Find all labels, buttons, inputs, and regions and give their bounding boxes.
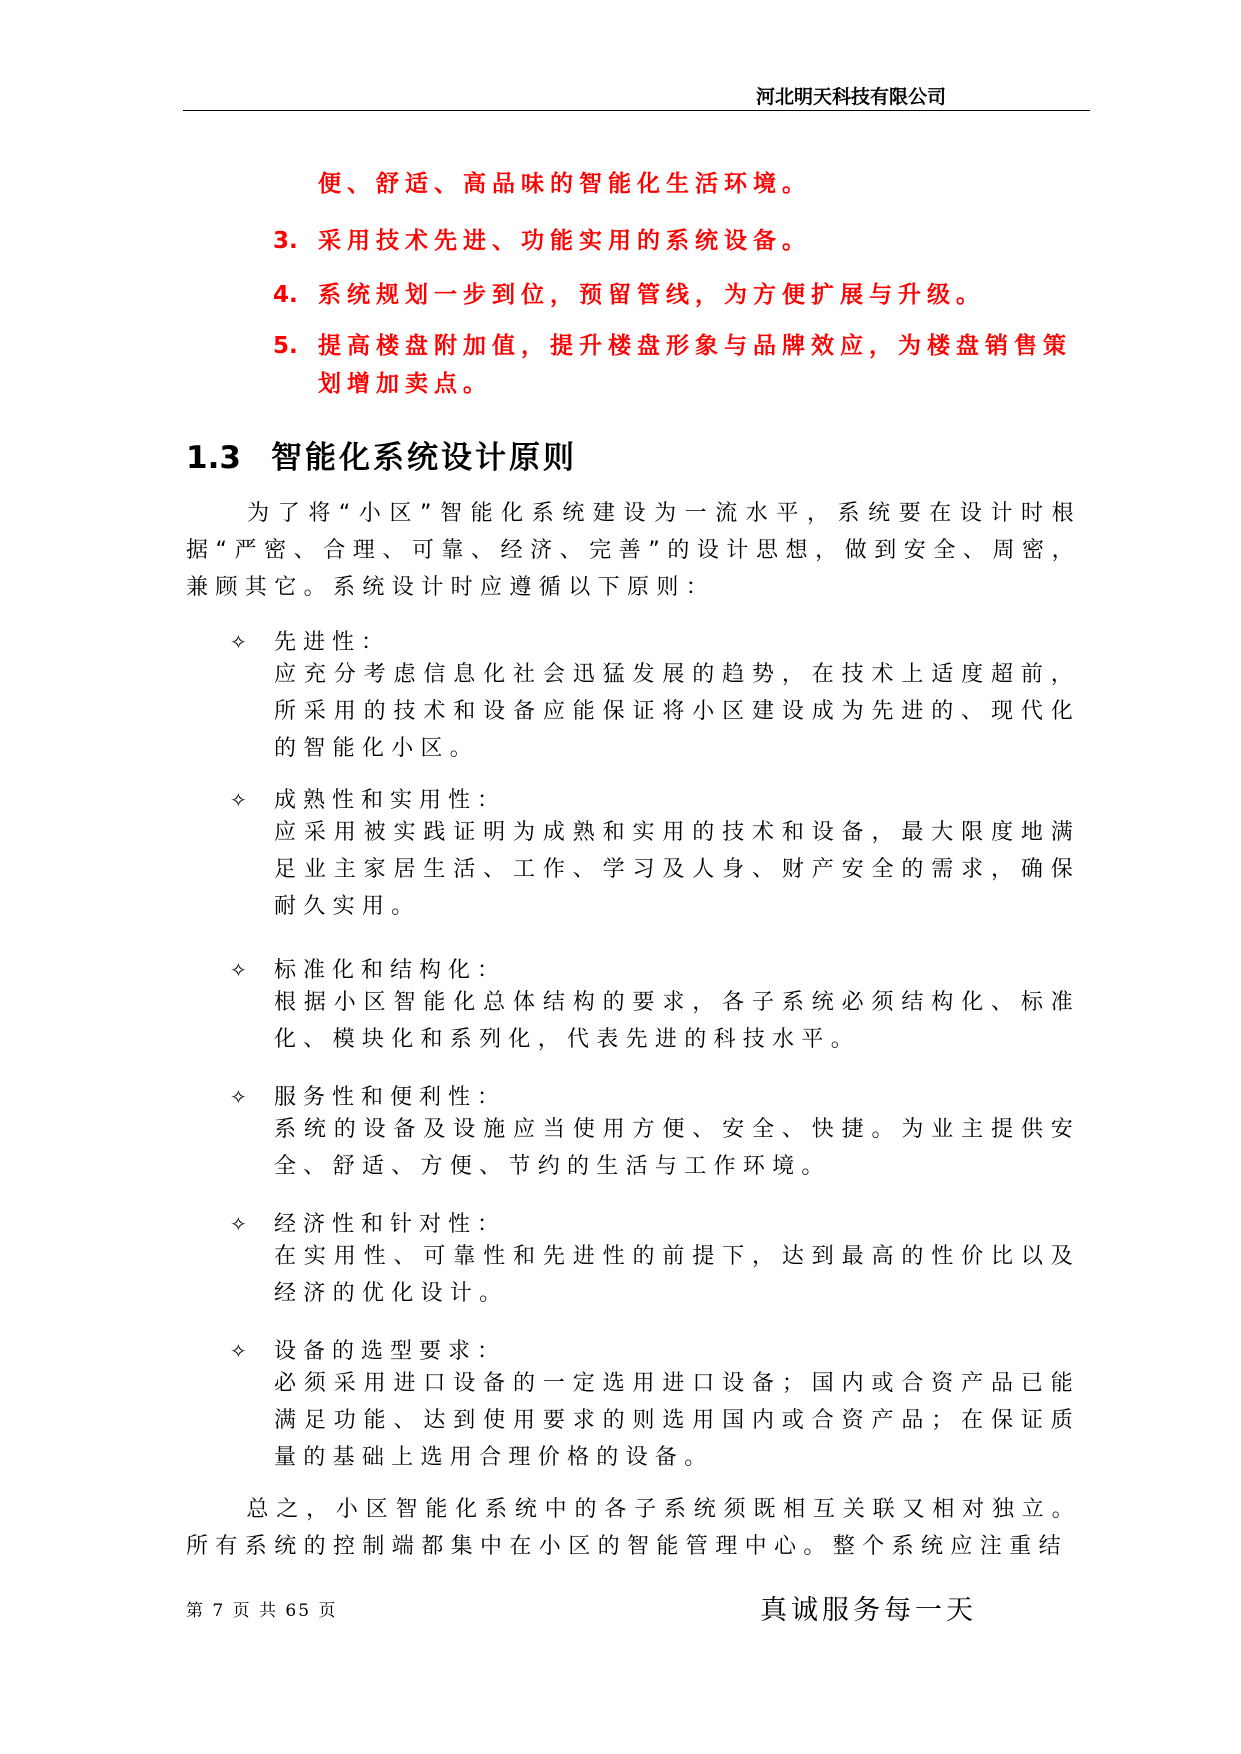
summary-paragraph — [186, 1491, 1081, 1565]
item-number: 4. — [273, 282, 298, 308]
footer-slogan: 真诚服务每一天 — [760, 1595, 977, 1626]
red-list-item-5 — [273, 327, 1072, 360]
section-title: 智能化系统设计原则 — [271, 440, 577, 476]
principle-body-2: 应采用被实践证明为成熟和实用的技术和设备，最大限度地满足业主家居生活、工作、学习及人身、财产安全的需求，确保耐久实用。 — [274, 820, 1080, 919]
intro-paragraph — [186, 495, 1081, 606]
principle-heading-1: ✧ 先进性： — [230, 630, 391, 655]
red-list-continuation: 便、舒适、高品味的智能化生活环境。 — [318, 171, 811, 197]
diamond-bullet-icon: ✧ — [230, 630, 247, 654]
diamond-bullet-icon: ✧ — [230, 1339, 247, 1363]
diamond-bullet-icon: ✧ — [230, 958, 247, 982]
principle-heading-5: ✧ 经济性和针对性： — [230, 1212, 507, 1237]
red-list-item-5-continuation: 划增加卖点。 — [318, 371, 492, 397]
principle-body-3: 根据小区智能化总体结构的要求，各子系统必须结构化、标准化、模块化和系列化，代表先进的科技水平。 — [274, 990, 1080, 1052]
section-number: 1.3 — [186, 440, 241, 476]
red-list-item-3 — [273, 222, 811, 255]
item-number: 3. — [273, 228, 298, 254]
principle-body-6: 必须采用进口设备的一定选用进口设备；国内或合资产品已能满足功能、达到使用要求的则选用国内或合资产品；在保证质量的基础上选用合理价格的设备。 — [274, 1371, 1080, 1470]
item-text: 提高楼盘附加值，提升楼盘形象与品牌效应，为楼盘销售策 — [318, 333, 1072, 359]
intro-text: 为了将“小区”智能化系统建设为一流水平，系统要在设计时根据“严密、合理、可靠、经济、完善”的设计思想，做到安全、周密，兼顾其它。系统设计时应遵循以下原则： — [186, 501, 1081, 600]
diamond-bullet-icon: ✧ — [230, 1212, 247, 1236]
item-number: 5. — [273, 333, 298, 359]
principle-heading-2: ✧ 成熟性和实用性： — [230, 788, 507, 813]
summary-text: 总之，小区智能化系统中的各子系统须既相互关联又相对独立。所有系统的控制端都集中在小区的智能管理中心。整个系统应注重结 — [186, 1497, 1081, 1559]
item-text: 系统规划一步到位，预留管线，为方便扩展与升级。 — [318, 282, 985, 308]
page-number: 第 7 页 共 65 页 — [186, 1601, 338, 1621]
principle-body-5: 在实用性、可靠性和先进性的前提下，达到最高的性价比以及经济的优化设计。 — [274, 1244, 1080, 1306]
principle-body-4: 系统的设备及设施应当使用方便、安全、快捷。为业主提供安全、舒适、方便、节约的生活与工作环境。 — [274, 1117, 1080, 1179]
header-company-name: 河北明天科技有限公司 — [755, 86, 946, 108]
item-text: 采用技术先进、功能实用的系统设备。 — [318, 228, 811, 254]
section-heading — [186, 432, 577, 477]
principle-heading-4: ✧ 服务性和便利性： — [230, 1085, 507, 1110]
principle-heading-6: ✧ 设备的选型要求： — [230, 1339, 507, 1364]
principle-heading-3: ✧ 标准化和结构化： — [230, 958, 507, 983]
red-list-item-4 — [273, 276, 985, 309]
header-rule — [183, 110, 1090, 111]
diamond-bullet-icon: ✧ — [230, 788, 247, 812]
principle-body-1: 应充分考虑信息化社会迅猛发展的趋势，在技术上适度超前，所采用的技术和设备应能保证将小区建设成为先进的、现代化的智能化小区。 — [274, 662, 1080, 761]
diamond-bullet-icon: ✧ — [230, 1085, 247, 1109]
